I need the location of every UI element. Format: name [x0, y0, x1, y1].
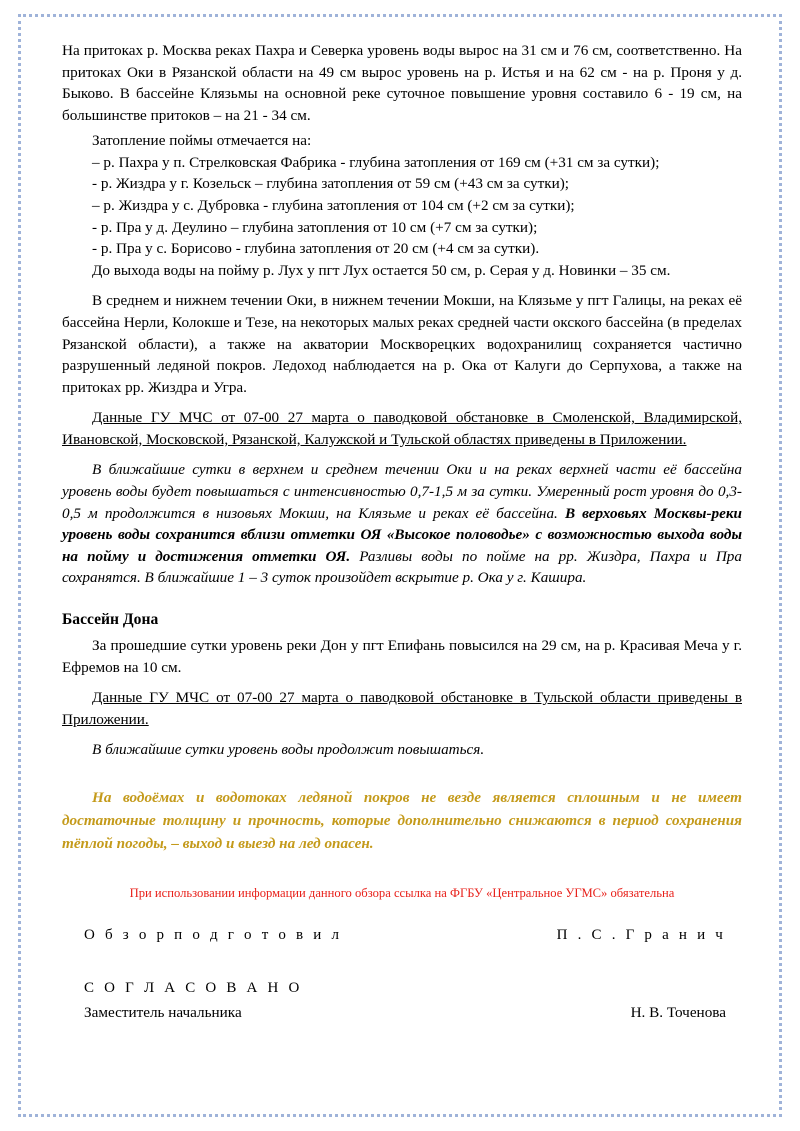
- prepared-by-label: О б з о р п о д г о т о в и л: [84, 927, 343, 944]
- paragraph-forecast-oka: [62, 459, 742, 588]
- list-item-zhizdra-kozelsk: - р. Жиздра у г. Козельск – глубина затопления от 59 см (+43 см за сутки);: [92, 175, 570, 193]
- paragraph-tributaries: На притоках р. Москва реках Пахра и Северка уровень воды вырос на 31 см и 76 см, соответственно. На притоках Оки в Рязанской области на 49 см вырос уровень на р. Истья и на 62 см - на р. Проня у д. Быково. В бассейне Клязьмы на основной реке суточное повышение уровня составило 6 - 19 см, на большинстве притоков – на 21 - 34 см.: [62, 42, 742, 124]
- section-title-don: Бассейн Дона: [62, 610, 159, 628]
- paragraph-ice-cover: В среднем и нижнем течении Оки, в нижнем течении Мокши, на Клязьме у пгт Галицы, на реках её бассейна Нерли, Колокше и Тезе, на некоторых малых реках средней части окского бассейна (в пределах Рязанской области), а также на акватории Москворецких водохранилищ сохраняется частично разрушенный ледяной покров. Ледоход наблюдается на р. Ока от Калуги до Серпухова, а также на притоках рр. Жиздра и Угра.: [62, 292, 742, 396]
- paragraph-don-mchs-data: Данные ГУ МЧС от 07-00 27 марта о паводковой обстановке в Тульской области приведены в Приложении.: [62, 689, 742, 728]
- approved-label: С О Г Л А С О В А Н О: [84, 980, 303, 997]
- approval-row: [84, 1002, 742, 1024]
- paragraph-floodplain-intro: Затопление поймы отмечается на:: [92, 132, 312, 150]
- list-item-pra-borisovo: - р. Пра у с. Борисово - глубина затопления от 20 см (+4 см за сутки).: [92, 240, 540, 258]
- list-item-pahra: – р. Пахра у п. Стрелковская Фабрика - глубина затопления от 169 см (+31 см за сутки);: [92, 153, 660, 171]
- paragraph-don-forecast: В ближайшие сутки уровень воды продолжит повышаться.: [92, 741, 485, 759]
- paragraph-luh: До выхода воды на пойму р. Лух у пгт Лух остается 50 см, р. Серая у д. Новинки – 35 см.: [92, 261, 671, 279]
- signature-row-prepared: [62, 925, 742, 946]
- forecast-text-a: В ближайшие сутки в верхнем и среднем течении Оки и на реках верхней части её бассейна уровень воды будет повышаться с интенсивностью 0,7-1,5 м за сутки. Умеренный рост уровня до 0,3-0,5 м продолжится в низовьях Мокши, на Клязьме и реках её бассейна.: [62, 461, 742, 522]
- paragraph-don-levels: За прошедшие сутки уровень реки Дон у пгт Епифань повысился на 29 см, на р. Красивая Меча у г. Ефремов на 10 см.: [62, 637, 742, 676]
- paragraph-mchs-data-appendix: Данные ГУ МЧС от 07-00 27 марта о паводковой обстановке в Смоленской, Владимирской, Ивановской, Московской, Рязанской, Калужской и Тульской областях приведены в Приложении.: [62, 409, 742, 448]
- warning-ice-safety: На водоёмах и водотоках ледяной покров не везде является сплошным и не имеет достаточные толщину и прочность, которые дополнительно снижаются в период сохранения тёплой погоды, – выход и выезд на лед опасен.: [62, 788, 742, 852]
- prepared-by-name: П . С . Г р а н и ч: [556, 927, 726, 944]
- reference-note: При использовании информации данного обзора ссылка на ФГБУ «Центральное УГМС» обязательна: [129, 886, 675, 901]
- approved-position: Заместитель начальника: [84, 1003, 242, 1021]
- approved-name: Н. В. Точенова: [630, 1003, 726, 1021]
- forecast-text-bold: В верховьях Москвы-реки уровень воды сохранится вблизи отметки ОЯ «Высокое половодье» с возможностью выхода воды на пойму и достижения отметки ОЯ.: [62, 504, 742, 565]
- forecast-text-b: Разливы воды по пойме на рр. Жиздра, Пахра и Пра сохранятся. В ближайшие 1 – 3 суток произойдет вскрытие р. Ока у г. Кашира.: [62, 547, 742, 587]
- list-item-pra-deulino: - р. Пра у д. Деулино – глубина затопления от 10 см (+7 см за сутки);: [92, 218, 538, 236]
- document-body: [62, 40, 742, 1023]
- approval-block: [62, 978, 742, 1023]
- list-item-zhizdra-dubrovka: – р. Жиздра у с. Дубровка - глубина затопления от 104 см (+2 см за сутки);: [92, 197, 575, 215]
